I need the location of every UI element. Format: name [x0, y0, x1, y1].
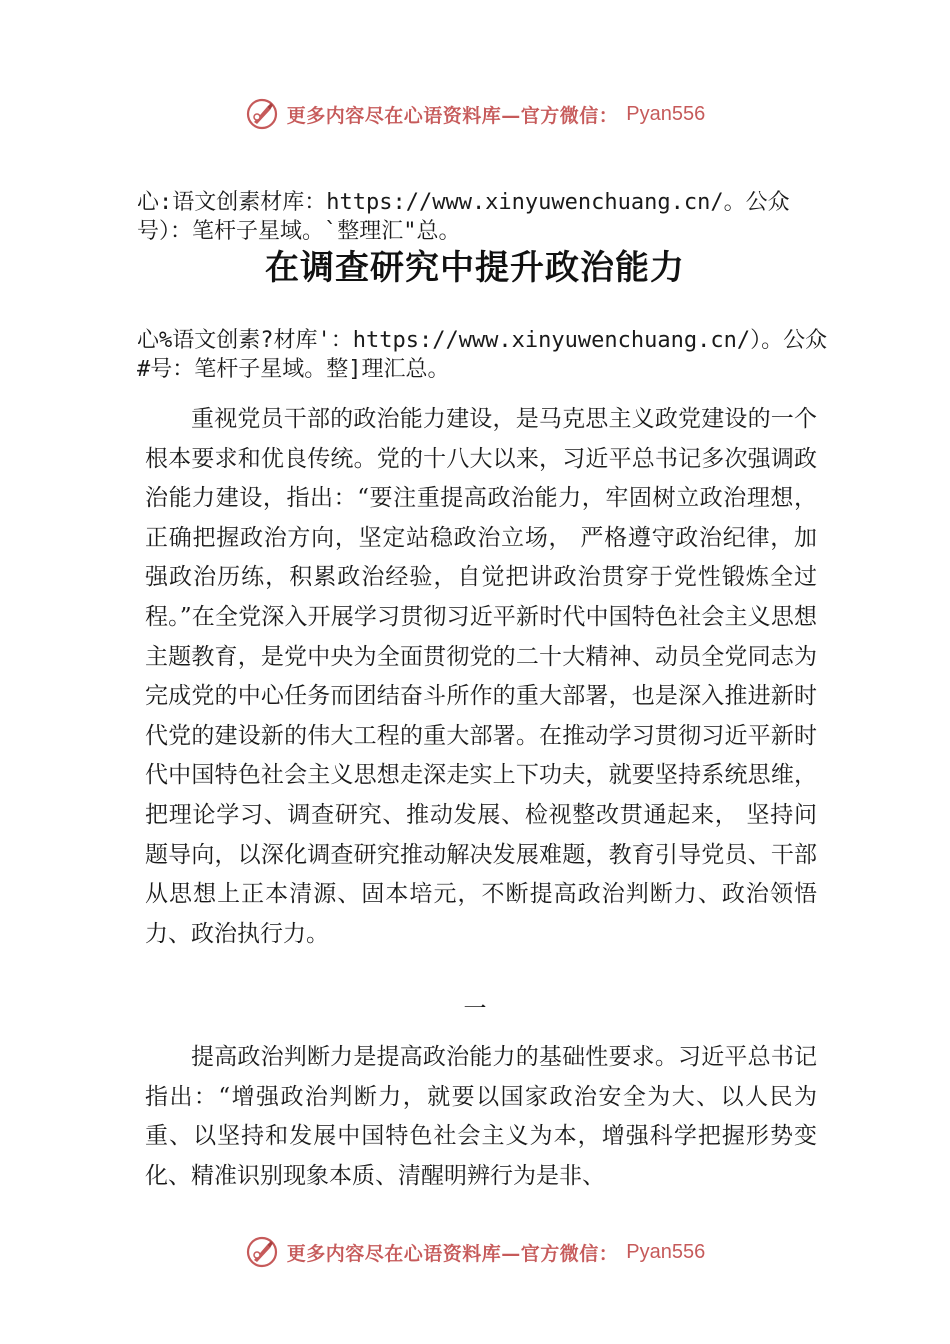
source-notice-1: 心:语文创素材库：https://www.xinyuwenchuang.cn/。公众号）：笔杆子星域。`整理汇"总。 — [137, 190, 790, 244]
pen-logo-icon — [245, 97, 279, 131]
watermark-text: 更多内容尽在心语资料库—官方微信： — [286, 1242, 619, 1265]
source-notice-2: 心%语文创素?材库'：https://www.xinyuwenchuang.cn/）。公众#号：笔杆子星域。整]理汇总。 — [137, 328, 828, 382]
watermark-wechat-id: Pyan556 — [626, 102, 706, 125]
pen-logo-icon — [245, 1235, 279, 1269]
header-watermark — [0, 94, 950, 134]
section-number: 一 — [463, 996, 487, 1022]
body-paragraph-2: 提高政治判断力是提高政治能力的基础性要求。习近平总书记指出：“增强政治判断力，就要以国家政治安全为大、以人民为重、以坚持和发展中国特色社会主义为本，增强科学把握形势变化、精准识别现象本质、清醒明辨行为是非、 — [145, 1044, 817, 1189]
body-paragraph-1: 重视党员干部的政治能力建设，是马克思主义政党建设的一个根本要求和优良传统。党的十八大以来，习近平总书记多次强调政治能力建设，指出：“要注重提高政治能力，牢固树立政治理想，正确把握政治方向，坚定站稳政治立场， 严格遵守政治纪律，加强政治历练，积累政治经验，自觉把讲政治贯穿于党性锻炼全过程。”在全党深入开展学习贯彻习近平新时代中国特色社会主义思想主题教育，是党中央为全面贯彻党的二十大精神、动员全党同志为完成党的中心任务而团结奋斗所作的重大部署，也是深入推进新时代党的建设新的伟大工程的重大部署。在推动学习贯彻习近平新时代中国特色社会主义思想走深走实上下功夫，就要坚持系统思维，把理论学习、调查研究、推动发展、检视整改贯通起来， 坚持问题导向，以深化调查研究推动解决发展难题，教育引导党员、干部从思想上正本清源、固本培元，不断提高政治判断力、政治领悟力、政治执行力。 — [145, 406, 817, 947]
watermark-wechat-id: Pyan556 — [626, 1240, 706, 1263]
footer-watermark — [0, 1232, 950, 1272]
document-title: 在调查研究中提升政治能力 — [265, 248, 685, 288]
watermark-text: 更多内容尽在心语资料库—官方微信： — [286, 104, 619, 127]
